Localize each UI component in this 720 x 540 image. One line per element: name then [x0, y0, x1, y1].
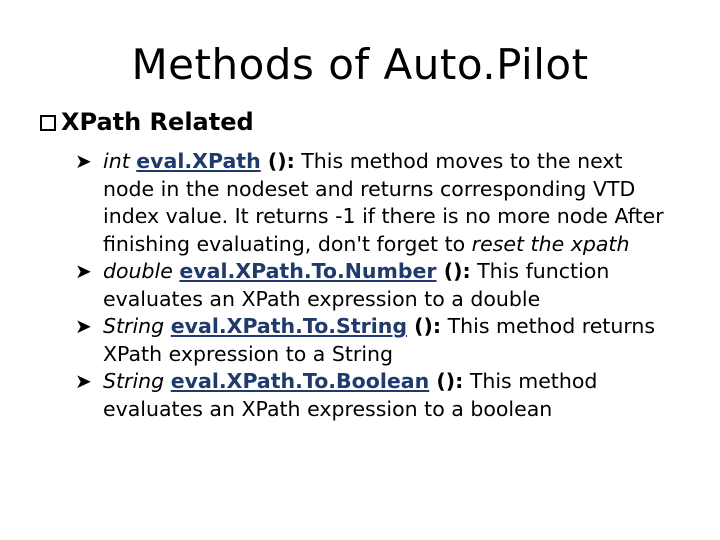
arrowhead-bullet-icon: ➤ [75, 259, 92, 283]
method-description: This method returns XPath expression to a String [103, 314, 656, 366]
method-parens: (): [436, 259, 471, 283]
method-description: This function evaluates an XPath expression to a double [103, 259, 610, 311]
list-item [75, 258, 675, 313]
method-link[interactable]: eval.XPath.To.String [170, 314, 408, 338]
list-item [75, 368, 675, 423]
method-description-italic: reset the xpath [471, 231, 630, 256]
method-parens: (): [260, 149, 295, 173]
return-type: double [103, 259, 173, 283]
method-link[interactable]: eval.XPath.To.Boolean [170, 369, 430, 393]
method-description: This method moves to the next node in the nodeset and returns corresponding VTD index value. It returns -1 if there is no more node After finishing evaluating, don't forget to [103, 149, 664, 256]
list-item [75, 148, 675, 258]
slide-title: Methods of Auto.Pilot [131, 40, 589, 89]
arrowhead-bullet-icon: ➤ [75, 314, 92, 338]
method-parens: (): [429, 369, 464, 393]
section-heading-label: XPath Related [61, 108, 254, 136]
arrowhead-bullet-icon: ➤ [75, 149, 92, 173]
arrowhead-bullet-icon: ➤ [75, 369, 92, 393]
return-type: String [103, 314, 165, 338]
method-list [75, 148, 675, 423]
return-type: String [103, 369, 165, 393]
section-heading [40, 108, 254, 136]
method-parens: (): [407, 314, 442, 338]
list-item [75, 313, 675, 368]
method-link[interactable]: eval.XPath [136, 149, 261, 173]
method-description: This method evaluates an XPath expression to a boolean [103, 369, 598, 421]
checkbox-square-icon [40, 115, 56, 131]
method-link[interactable]: eval.XPath.To.Number [179, 259, 437, 283]
return-type: int [103, 149, 130, 173]
